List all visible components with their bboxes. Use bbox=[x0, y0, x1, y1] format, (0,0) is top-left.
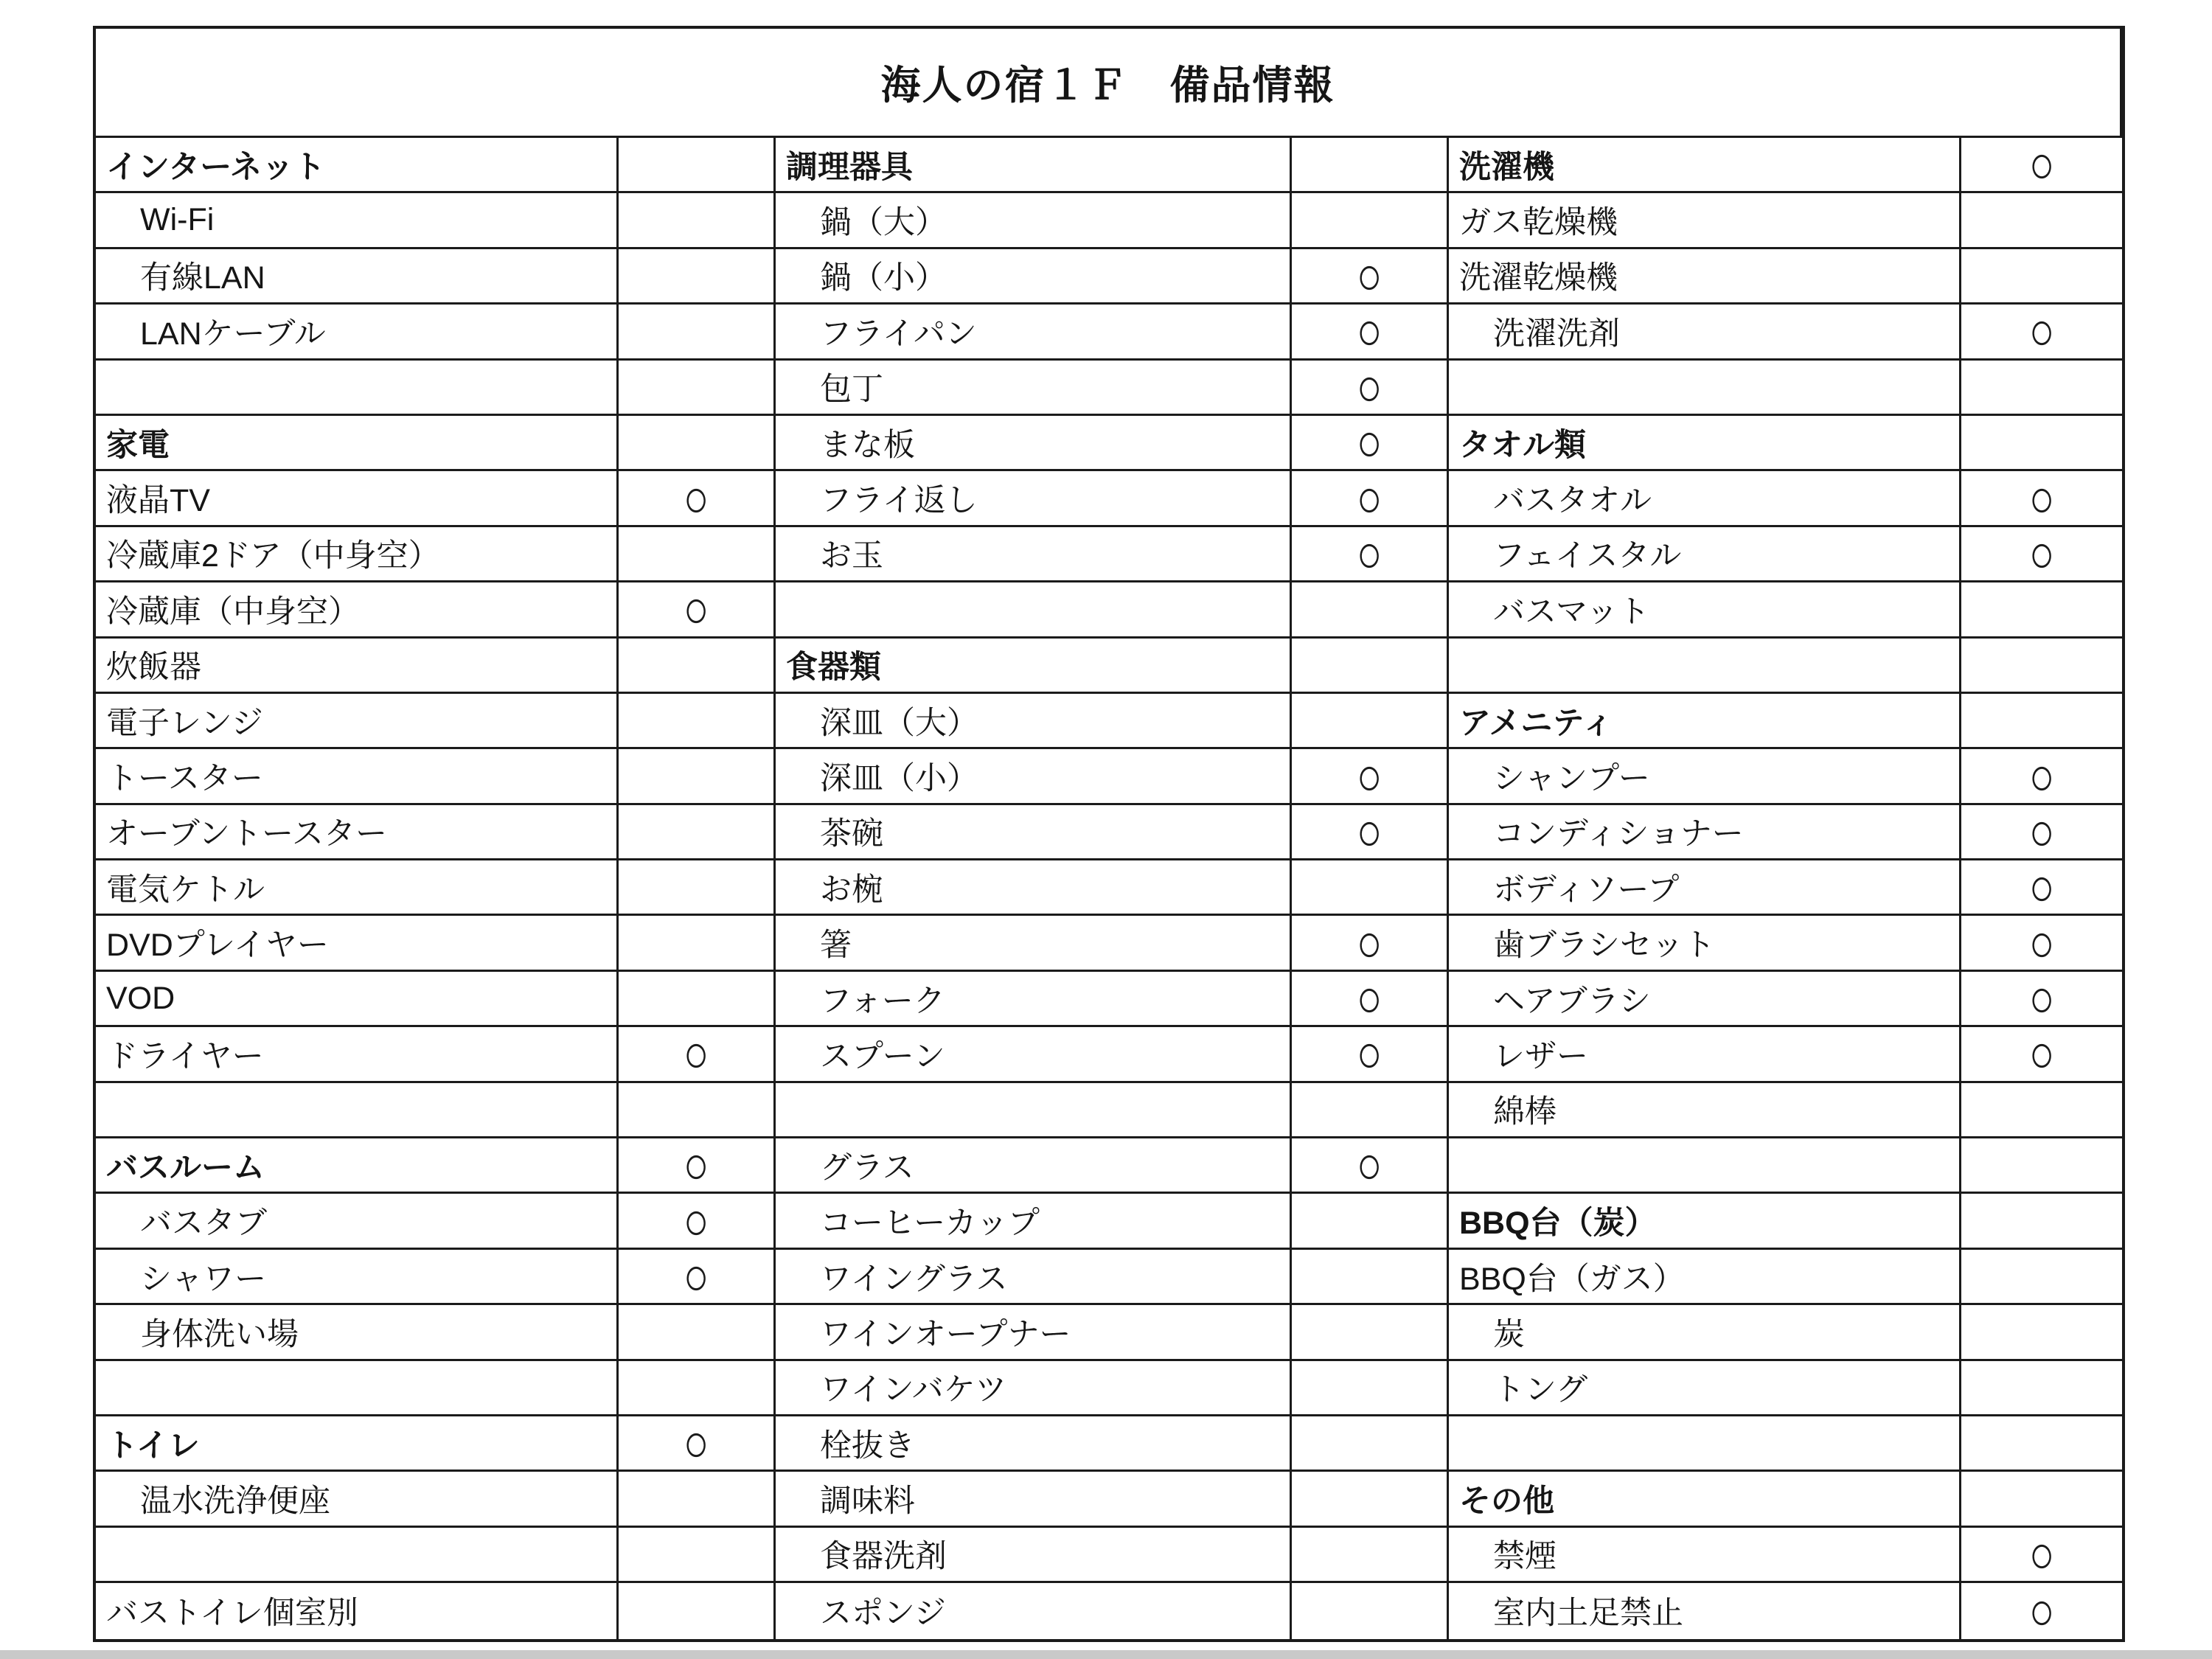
item-cell bbox=[96, 1083, 619, 1138]
availability-cell bbox=[1292, 1472, 1449, 1527]
item-cell: 深皿（小） bbox=[776, 749, 1292, 804]
availability-cell bbox=[1961, 1083, 2122, 1138]
category-cell: その他 bbox=[1449, 1472, 1961, 1527]
circle-mark: ○ bbox=[1356, 526, 1382, 583]
circle-mark: ○ bbox=[683, 1249, 709, 1306]
item-cell: VOD bbox=[96, 972, 619, 1027]
availability-cell bbox=[619, 1528, 776, 1583]
item-cell: 冷蔵庫（中身空） bbox=[96, 582, 619, 638]
item-cell: まな板 bbox=[776, 416, 1292, 471]
circle-mark: ○ bbox=[683, 582, 709, 639]
circle-mark: ○ bbox=[1356, 360, 1382, 416]
circle-mark: ○ bbox=[2028, 1527, 2055, 1584]
item-cell: スプーン bbox=[776, 1027, 1292, 1082]
item-cell: シャワー bbox=[96, 1250, 619, 1305]
availability-cell bbox=[1292, 249, 1449, 305]
item-cell: 鍋（大） bbox=[776, 193, 1292, 248]
availability-cell bbox=[619, 749, 776, 804]
availability-cell bbox=[619, 639, 776, 694]
circle-mark: ○ bbox=[1356, 971, 1382, 1028]
item-cell: コーヒーカップ bbox=[776, 1194, 1292, 1249]
availability-cell bbox=[619, 361, 776, 416]
availability-cell bbox=[1961, 361, 2122, 416]
item-cell: ワインオープナー bbox=[776, 1305, 1292, 1360]
availability-cell bbox=[1961, 1361, 2122, 1416]
category-cell: BBQ台（炭） bbox=[1449, 1194, 1961, 1249]
circle-mark: ○ bbox=[683, 1416, 709, 1472]
availability-cell bbox=[619, 694, 776, 749]
availability-cell bbox=[1961, 749, 2122, 804]
availability-cell bbox=[1961, 416, 2122, 471]
availability-cell bbox=[1961, 1194, 2122, 1249]
item-cell: フライ返し bbox=[776, 471, 1292, 526]
item-cell: 深皿（大） bbox=[776, 694, 1292, 749]
availability-cell bbox=[619, 1361, 776, 1416]
item-cell: バスマット bbox=[1449, 582, 1961, 638]
availability-cell bbox=[619, 972, 776, 1027]
availability-cell bbox=[1961, 805, 2122, 860]
availability-cell bbox=[1961, 1583, 2122, 1638]
availability-cell bbox=[619, 860, 776, 916]
availability-cell bbox=[1292, 305, 1449, 360]
availability-cell bbox=[619, 582, 776, 638]
availability-cell bbox=[619, 527, 776, 582]
item-cell: グラス bbox=[776, 1138, 1292, 1194]
availability-cell bbox=[1292, 860, 1449, 916]
availability-cell bbox=[1292, 1083, 1449, 1138]
category-cell: トイレ bbox=[96, 1416, 619, 1472]
circle-mark: ○ bbox=[2028, 860, 2055, 917]
circle-mark: ○ bbox=[2028, 804, 2055, 861]
availability-cell bbox=[1961, 1472, 2122, 1527]
circle-mark: ○ bbox=[2028, 916, 2055, 972]
circle-mark: ○ bbox=[683, 1194, 709, 1250]
item-cell: 禁煙 bbox=[1449, 1528, 1961, 1583]
circle-mark: ○ bbox=[1356, 305, 1382, 361]
availability-cell bbox=[1292, 1250, 1449, 1305]
item-cell: 電子レンジ bbox=[96, 694, 619, 749]
circle-mark: ○ bbox=[1356, 471, 1382, 527]
category-cell: インターネット bbox=[96, 138, 619, 193]
availability-cell bbox=[1961, 138, 2122, 193]
availability-cell bbox=[1292, 582, 1449, 638]
category-cell: 洗濯機 bbox=[1449, 138, 1961, 193]
circle-mark: ○ bbox=[1356, 749, 1382, 805]
availability-cell bbox=[1292, 138, 1449, 193]
item-cell bbox=[776, 582, 1292, 638]
availability-cell bbox=[1292, 1138, 1449, 1194]
item-cell: スポンジ bbox=[776, 1583, 1292, 1638]
item-cell: ワインバケツ bbox=[776, 1361, 1292, 1416]
item-cell: 身体洗い場 bbox=[96, 1305, 619, 1360]
availability-cell bbox=[1961, 1528, 2122, 1583]
item-cell: 栓抜き bbox=[776, 1416, 1292, 1472]
category-cell: 家電 bbox=[96, 416, 619, 471]
circle-mark: ○ bbox=[1356, 415, 1382, 472]
item-cell: 鍋（小） bbox=[776, 249, 1292, 305]
item-cell bbox=[1449, 361, 1961, 416]
item-cell: 食器洗剤 bbox=[776, 1528, 1292, 1583]
item-cell: ボディソープ bbox=[1449, 860, 1961, 916]
availability-cell bbox=[1292, 1361, 1449, 1416]
availability-cell bbox=[619, 805, 776, 860]
availability-cell bbox=[1961, 1027, 2122, 1082]
item-cell bbox=[1449, 1138, 1961, 1194]
item-cell: 歯ブラシセット bbox=[1449, 916, 1961, 971]
availability-cell bbox=[1961, 471, 2122, 526]
availability-cell bbox=[619, 1416, 776, 1472]
item-cell: ヘアブラシ bbox=[1449, 972, 1961, 1027]
circle-mark: ○ bbox=[1356, 248, 1382, 305]
circle-mark: ○ bbox=[2028, 1027, 2055, 1083]
item-cell: バスタオル bbox=[1449, 471, 1961, 526]
availability-cell bbox=[1961, 1416, 2122, 1472]
availability-cell bbox=[1961, 582, 2122, 638]
availability-cell bbox=[1292, 1528, 1449, 1583]
availability-cell bbox=[1292, 749, 1449, 804]
item-cell bbox=[96, 1528, 619, 1583]
availability-cell bbox=[1292, 193, 1449, 248]
item-cell: 箸 bbox=[776, 916, 1292, 971]
item-cell bbox=[1449, 639, 1961, 694]
category-cell: アメニティ bbox=[1449, 694, 1961, 749]
availability-cell bbox=[1961, 305, 2122, 360]
item-cell: 調味料 bbox=[776, 1472, 1292, 1527]
item-cell: フライパン bbox=[776, 305, 1292, 360]
category-cell: 食器類 bbox=[776, 639, 1292, 694]
availability-cell bbox=[1292, 972, 1449, 1027]
availability-cell bbox=[1961, 1305, 2122, 1360]
availability-cell bbox=[1961, 1250, 2122, 1305]
item-cell bbox=[776, 1083, 1292, 1138]
circle-mark: ○ bbox=[1356, 1138, 1382, 1194]
item-cell: ドライヤー bbox=[96, 1027, 619, 1082]
availability-cell bbox=[1961, 249, 2122, 305]
category-cell: バスルーム bbox=[96, 1138, 619, 1194]
item-cell: 室内土足禁止 bbox=[1449, 1583, 1961, 1638]
circle-mark: ○ bbox=[2028, 305, 2055, 361]
item-cell: 綿棒 bbox=[1449, 1083, 1961, 1138]
item-cell: バスタブ bbox=[96, 1194, 619, 1249]
item-cell: 洗濯乾燥機 bbox=[1449, 249, 1961, 305]
circle-mark: ○ bbox=[683, 471, 709, 527]
availability-cell bbox=[1292, 1416, 1449, 1472]
item-cell: トースター bbox=[96, 749, 619, 804]
table-title: 海人の宿１Ｆ 備品情報 bbox=[96, 29, 2122, 138]
item-cell: 電気ケトル bbox=[96, 860, 619, 916]
item-cell: 液晶TV bbox=[96, 471, 619, 526]
category-cell: 調理器具 bbox=[776, 138, 1292, 193]
item-cell: 炊飯器 bbox=[96, 639, 619, 694]
availability-cell bbox=[1292, 416, 1449, 471]
availability-cell bbox=[619, 1194, 776, 1249]
availability-cell bbox=[619, 1138, 776, 1194]
circle-mark: ○ bbox=[2028, 138, 2055, 194]
item-cell: オーブントースター bbox=[96, 805, 619, 860]
availability-cell bbox=[619, 1305, 776, 1360]
item-cell bbox=[1449, 1416, 1961, 1472]
availability-cell bbox=[619, 416, 776, 471]
availability-cell bbox=[619, 916, 776, 971]
circle-mark: ○ bbox=[683, 1027, 709, 1083]
circle-mark: ○ bbox=[1356, 916, 1382, 972]
item-cell: Wi-Fi bbox=[96, 193, 619, 248]
item-cell bbox=[96, 1361, 619, 1416]
item-cell: 冷蔵庫2ドア（中身空） bbox=[96, 527, 619, 582]
page-bottom-edge bbox=[0, 1650, 2212, 1659]
item-cell: トング bbox=[1449, 1361, 1961, 1416]
category-cell: タオル類 bbox=[1449, 416, 1961, 471]
availability-cell bbox=[1292, 639, 1449, 694]
item-cell: DVDプレイヤー bbox=[96, 916, 619, 971]
availability-cell bbox=[1961, 1138, 2122, 1194]
availability-cell bbox=[1292, 694, 1449, 749]
item-cell: コンディショナー bbox=[1449, 805, 1961, 860]
item-cell: レザー bbox=[1449, 1027, 1961, 1082]
availability-cell bbox=[1961, 527, 2122, 582]
availability-cell bbox=[619, 193, 776, 248]
item-cell: 温水洗浄便座 bbox=[96, 1472, 619, 1527]
availability-cell bbox=[1292, 916, 1449, 971]
circle-mark: ○ bbox=[1356, 1027, 1382, 1083]
availability-cell bbox=[1292, 1305, 1449, 1360]
item-cell: バストイレ個室別 bbox=[96, 1583, 619, 1638]
item-cell: 有線LAN bbox=[96, 249, 619, 305]
item-cell: フォーク bbox=[776, 972, 1292, 1027]
availability-cell bbox=[619, 249, 776, 305]
item-cell: 洗濯洗剤 bbox=[1449, 305, 1961, 360]
availability-cell bbox=[619, 1250, 776, 1305]
availability-cell bbox=[619, 305, 776, 360]
availability-cell bbox=[1292, 527, 1449, 582]
item-cell: シャンプー bbox=[1449, 749, 1961, 804]
availability-cell bbox=[1961, 694, 2122, 749]
circle-mark: ○ bbox=[2028, 971, 2055, 1028]
availability-cell bbox=[619, 1027, 776, 1082]
availability-cell bbox=[1961, 972, 2122, 1027]
item-cell: フェイスタル bbox=[1449, 527, 1961, 582]
availability-cell bbox=[1292, 361, 1449, 416]
circle-mark: ○ bbox=[2028, 471, 2055, 527]
availability-cell bbox=[619, 1472, 776, 1527]
circle-mark: ○ bbox=[2028, 526, 2055, 583]
availability-cell bbox=[1292, 1194, 1449, 1249]
availability-cell bbox=[1961, 916, 2122, 971]
item-cell: お椀 bbox=[776, 860, 1292, 916]
item-cell: 茶碗 bbox=[776, 805, 1292, 860]
inventory-table bbox=[93, 26, 2125, 1642]
item-cell: BBQ台（ガス） bbox=[1449, 1250, 1961, 1305]
item-cell: ワイングラス bbox=[776, 1250, 1292, 1305]
availability-cell bbox=[619, 1583, 776, 1638]
circle-mark: ○ bbox=[2028, 1583, 2055, 1639]
item-cell: ガス乾燥機 bbox=[1449, 193, 1961, 248]
circle-mark: ○ bbox=[683, 1138, 709, 1194]
availability-cell bbox=[1961, 193, 2122, 248]
availability-cell bbox=[619, 471, 776, 526]
availability-cell bbox=[1292, 1027, 1449, 1082]
circle-mark: ○ bbox=[1356, 804, 1382, 861]
item-cell: 包丁 bbox=[776, 361, 1292, 416]
circle-mark: ○ bbox=[2028, 749, 2055, 805]
item-cell: 炭 bbox=[1449, 1305, 1961, 1360]
availability-cell bbox=[1292, 805, 1449, 860]
availability-cell bbox=[1961, 860, 2122, 916]
availability-cell bbox=[619, 1083, 776, 1138]
item-cell: お玉 bbox=[776, 527, 1292, 582]
availability-cell bbox=[1961, 639, 2122, 694]
item-cell bbox=[96, 361, 619, 416]
availability-cell bbox=[1292, 1583, 1449, 1638]
availability-cell bbox=[1292, 471, 1449, 526]
availability-cell bbox=[619, 138, 776, 193]
item-cell: LANケーブル bbox=[96, 305, 619, 360]
